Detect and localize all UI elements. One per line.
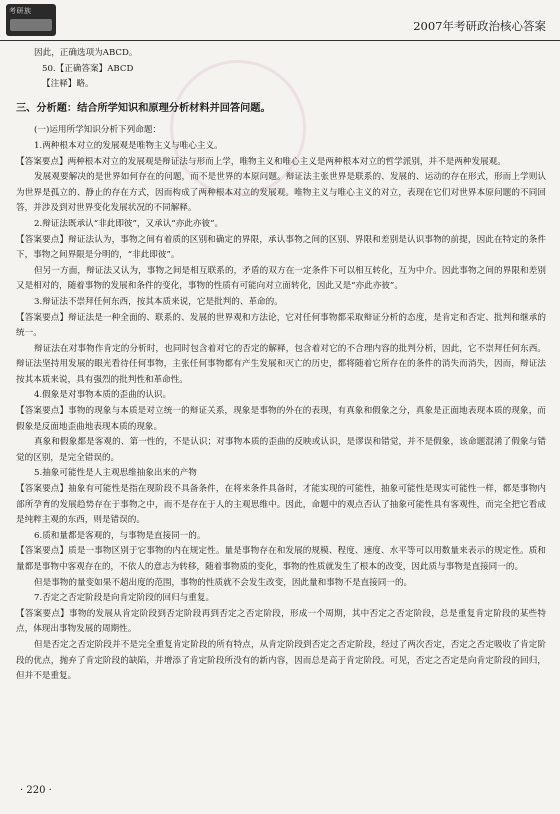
paragraph: 但是事物的量变如果不超出度的范围，事物的性质就不会发生改变，因此量和事物不是直接同一的。 bbox=[34, 577, 413, 588]
question-2: 2.辩证法既承认“非此即彼”，又承认“亦此亦彼”。 bbox=[34, 218, 224, 229]
answer-1: 【答案要点】两种根本对立的发展观是辩证法与形而上学，唯物主义和唯心主义是两种根本对立的哲学派别，并不是两种发展观。 bbox=[16, 156, 506, 167]
intro-line: (一)运用所学知识分析下列命题： bbox=[34, 125, 162, 136]
note-line: 【注释】略。 bbox=[42, 79, 94, 90]
question-5: 5.抽象可能性是人主观思维抽象出来的产物 bbox=[34, 468, 197, 479]
logo-graphic bbox=[10, 19, 52, 31]
page-header bbox=[0, 0, 560, 41]
question-4: 4.假象是对事物本质的歪曲的认识。 bbox=[34, 390, 172, 401]
answer-3: 【答案要点】辩证法是一种全面的、联系的、发展的世界观和方法论，它对任何事物都采取辩证分析的态度，是肯定和否定、批判和继承的统一。 bbox=[16, 312, 546, 339]
answer-6: 【答案要点】质是一事物区别于它事物的内在规定性。量是事物存在和发展的规模、程度、速度、水平等可以用数量来表示的规定性。质和量都是事物中客观存在的，不依人的意志为转移，随着事物质的变化，事物的性质就发生了根本的改变，因此质与事物是直接同一的。 bbox=[16, 546, 546, 572]
question-7: 7.否定之否定阶段是向肯定阶段的回归与重复。 bbox=[34, 593, 215, 604]
question-6: 6.质和量都是客观的，与事物是直接同一的。 bbox=[34, 530, 206, 541]
paragraph: 但另一方面，辩证法又认为，事物之间是相互联系的，矛盾的双方在一定条件下可以相互转化，互为中介。因此事物之间的界限和差别又是相对的，随着事物的发展和条件的变化，事物的性质有可能向对立面转化，因此又是“亦此亦彼”。 bbox=[16, 265, 546, 292]
publisher-logo bbox=[6, 4, 56, 36]
answer-7: 【答案要点】事物的发展从肯定阶段到否定阶段再到否定之否定阶段，形成一个周期，其中否定之否定阶段，总是重复肯定阶段的某些特点，体现出事物发展的周期性。 bbox=[16, 608, 546, 635]
answer-line: 50.【正确答案】ABCD bbox=[42, 63, 134, 74]
page-content bbox=[16, 46, 546, 685]
page-number: · 220 · bbox=[20, 785, 52, 796]
question-1: 1.两种根本对立的发展观是唯物主义与唯心主义。 bbox=[34, 140, 223, 151]
answer-2: 【答案要点】辩证法认为，事物之间有着质的区别和确定的界限，承认事物之间的区别、界限和差别是认识事物的前提，因此在特定的条件下，事物之间界限是分明的，“非此即彼”。 bbox=[16, 234, 546, 261]
text-line: 因此，正确选项为ABCD。 bbox=[34, 48, 138, 58]
answer-4: 【答案要点】事物的现象与本质是对立统一的辩证关系，现象是事物的外在的表现，有真象和假象之分，真象是正面地表现本质的现象，而假象是反面地歪曲地表现本质的现象。 bbox=[16, 406, 546, 432]
logo-text: 考研族 bbox=[9, 7, 32, 15]
paragraph: 辩证法在对事物作肯定的分析时，也同时包含着对它的否定的解释，包含着对它的不合理内容的批判分析，因此，它不崇拜任何东西。辩证法坚持用发展的眼光看待任何事物，主张任何事物都有产生发展和灭亡的历史，都将随着它所存在的条件的消失而消失，因而，辩证法按其本质来说，具有强烈的批判性和革命性。 bbox=[16, 343, 546, 385]
header-title: 2007年考研政治核心答案 bbox=[413, 19, 546, 33]
paragraph: 但是否定之否定阶段并不是完全重复肯定阶段的所有特点，从肯定阶段到否定之否定阶段，经过了两次否定，否定之否定吸收了肯定阶段的优点，抛弃了肯定阶段的缺陷，并增添了肯定阶段所没有的新内容，因而总是高于肯定阶段。可见，否定之否定是向肯定阶段的回归，但并不是重复。 bbox=[16, 639, 546, 682]
paragraph: 发展观要解决的是世界如何存在的问题，而不是世界的本原问题。辩证法主张世界是联系的、发展的、运动的存在形式，形而上学则认为世界是孤立的、静止的存在方式，因而构成了两种根本对立的发展观。唯物主义与唯心主义的对立，表现在它们对世界本原问题的不同回答，并涉及到对世界变化发展状况的不同解释。 bbox=[16, 172, 546, 214]
section-title: 三、分析题：结合所学知识和原理分析材料并回答问题。 bbox=[16, 102, 271, 114]
answer-5: 【答案要点】抽象有可能性是指在现阶段不具备条件，在将来条件具备时，才能实现的可能性，抽象可能性是现实可能性一样，都是事物内部所孕育的发展趋势存在于事物之中，而不是存在于人的主观思维中。因此，命题中的观点否认了抽象可能性具有客观性，而完全把它看成是纯粹主观的东西，则是错误的。 bbox=[16, 484, 546, 526]
paragraph: 真象和假象都是客观的、第一性的，不是认识；对事物本质的歪曲的反映或认识，是谬误和错觉，并不是假象，该命题混淆了假象与错觉的区别，是完全错误的。 bbox=[16, 437, 546, 463]
question-3: 3.辩证法不崇拜任何东西，按其本质来说，它是批判的、革命的。 bbox=[34, 296, 283, 307]
